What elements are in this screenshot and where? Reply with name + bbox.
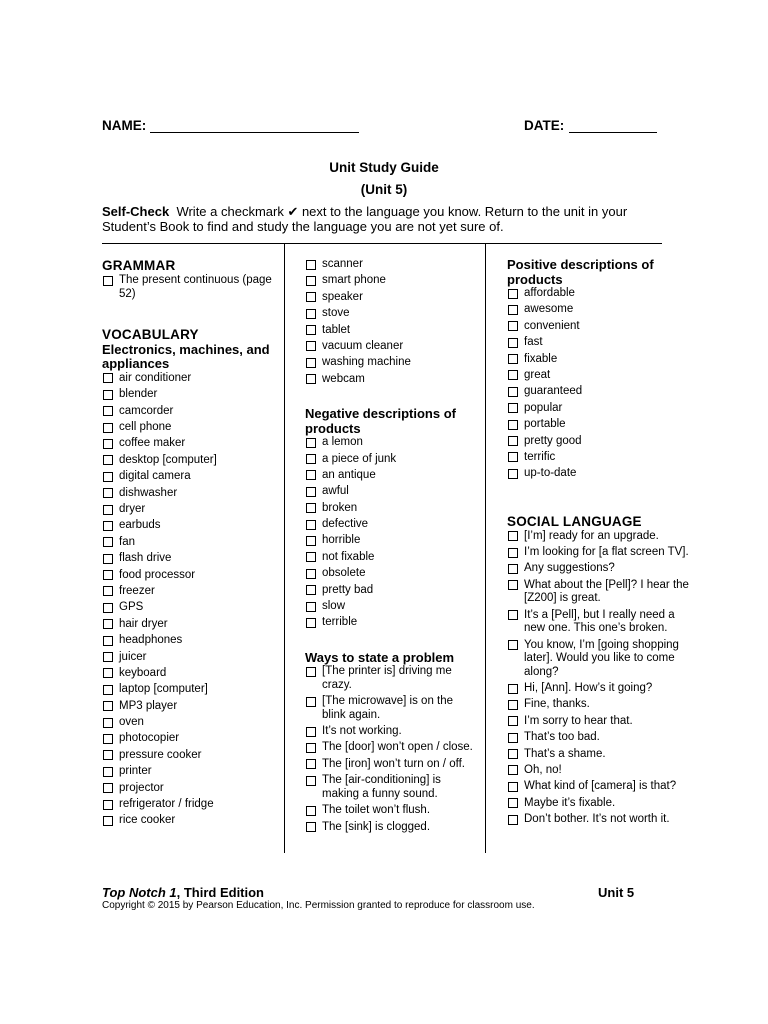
checklist-item: [305, 518, 477, 532]
checklist-item: [507, 682, 689, 696]
checkbox[interactable]: [103, 439, 113, 449]
checklist-item-text: oven: [119, 716, 144, 729]
checklist-item: [507, 748, 689, 762]
checkbox[interactable]: [103, 619, 113, 629]
checkbox[interactable]: [508, 749, 518, 759]
checklist-item-text: juicer: [119, 650, 147, 663]
checkbox[interactable]: [306, 309, 316, 319]
checkbox[interactable]: [103, 750, 113, 760]
checklist-item: [102, 700, 277, 714]
checkbox[interactable]: [508, 798, 518, 808]
checkbox[interactable]: [103, 505, 113, 515]
checklist-item-text: slow: [322, 600, 346, 613]
checkbox[interactable]: [306, 325, 316, 335]
checklist-item-text: MP3 player: [119, 699, 178, 712]
checklist-item-text: That’s too bad.: [524, 731, 600, 744]
column-2: [305, 258, 477, 837]
checklist-item-text: freezer: [119, 584, 155, 597]
footer-book-title: [102, 885, 264, 900]
checkbox[interactable]: [508, 289, 518, 299]
checklist-item-text: Maybe it’s fixable.: [524, 796, 616, 809]
checklist-item-text: I’m looking for [a flat screen TV].: [524, 546, 689, 559]
checkbox[interactable]: [306, 292, 316, 302]
checklist-item-text: desktop [computer]: [119, 453, 217, 466]
checkbox[interactable]: [508, 531, 518, 541]
checklist-item-text: fixable: [524, 352, 558, 365]
checkbox[interactable]: [103, 373, 113, 383]
checkbox[interactable]: [508, 436, 518, 446]
name-label: NAME:: [102, 118, 147, 133]
checkbox[interactable]: [508, 354, 518, 364]
checkbox[interactable]: [306, 536, 316, 546]
checklist-item-text: digital camera: [119, 470, 191, 483]
checkbox[interactable]: [103, 701, 113, 711]
checklist-item: [305, 534, 477, 548]
checkbox[interactable]: [103, 570, 113, 580]
checklist-item: [507, 303, 689, 317]
grammar-heading: GRAMMAR: [102, 258, 176, 273]
checkbox[interactable]: [508, 305, 518, 315]
checkbox[interactable]: [508, 580, 518, 590]
checklist-item: [305, 616, 477, 630]
checklist-item: [102, 519, 277, 533]
checklist-item: [507, 320, 689, 334]
checklist-item-text: [The microwave] is on the blink again.: [322, 695, 454, 721]
vocabulary-list: [102, 372, 277, 828]
checkbox[interactable]: [103, 668, 113, 678]
self-check-label: Self-Check: [102, 204, 170, 219]
checkbox[interactable]: [103, 537, 113, 547]
checklist-item: [102, 454, 277, 468]
checklist-item: [305, 485, 477, 499]
checkbox[interactable]: [508, 387, 518, 397]
checklist-item-text: terrific: [524, 450, 556, 463]
checklist-item: [305, 758, 477, 772]
checklist-item-text: rice cooker: [119, 814, 176, 827]
checklist-item: [507, 451, 689, 465]
checkbox[interactable]: [508, 452, 518, 462]
checklist-item-text: awful: [322, 485, 349, 498]
checklist-item-text: It’s not working.: [322, 725, 402, 738]
checkbox[interactable]: [508, 469, 518, 479]
checklist-item-text: I’m sorry to hear that.: [524, 714, 633, 727]
checklist-item: [305, 469, 477, 483]
checklist-item-text: [The printer is] driving me crazy.: [322, 665, 452, 691]
checklist-item-text: The [sink] is clogged.: [322, 820, 431, 833]
checkbox[interactable]: [306, 374, 316, 384]
checklist-item: [507, 715, 689, 729]
checkbox[interactable]: [508, 716, 518, 726]
checklist-item: [102, 618, 277, 632]
checkbox[interactable]: [306, 697, 316, 707]
checklist-item-text: What kind of [camera] is that?: [524, 780, 677, 793]
checkbox[interactable]: [306, 520, 316, 530]
social-language-heading: SOCIAL LANGUAGE: [507, 513, 642, 529]
checkbox[interactable]: [306, 727, 316, 737]
checklist-item-text: a piece of junk: [322, 452, 397, 465]
checklist-item: [102, 405, 277, 419]
checklist-item: [507, 764, 689, 778]
checklist-item-text: convenient: [524, 319, 580, 332]
checkbox[interactable]: [103, 521, 113, 531]
checklist-item: [305, 774, 477, 801]
checklist-item: [305, 291, 477, 305]
checkbox[interactable]: [306, 454, 316, 464]
checklist-item: [305, 373, 477, 387]
checklist-item-text: laptop [computer]: [119, 683, 208, 696]
checklist-item-text: The toilet won’t flush.: [322, 804, 431, 817]
checkbox[interactable]: [306, 618, 316, 628]
checklist-item: [305, 665, 477, 692]
checklist-item-text: photocopier: [119, 732, 180, 745]
checklist-item-text: obsolete: [322, 567, 366, 580]
checklist-item: [305, 356, 477, 370]
checklist-item-text: not fixable: [322, 550, 375, 563]
checklist-item: [102, 388, 277, 402]
checklist-item: [507, 287, 689, 301]
checklist-item-text: headphones: [119, 634, 183, 647]
checklist-item-text: fan: [119, 535, 135, 548]
checklist-item-text: food processor: [119, 568, 196, 581]
checklist-item: [102, 601, 277, 615]
checkbox[interactable]: [103, 718, 113, 728]
checkbox[interactable]: [508, 684, 518, 694]
checklist-item: [102, 552, 277, 566]
checkbox[interactable]: [508, 610, 518, 620]
checklist-item-text: air conditioner: [119, 371, 192, 384]
checkbox[interactable]: [306, 759, 316, 769]
checklist-item-text: smart phone: [322, 274, 386, 287]
checklist-item-text: That’s a shame.: [524, 747, 606, 760]
checklist-item: [102, 814, 277, 828]
state-problem-list: [305, 665, 477, 834]
checklist-item: [305, 258, 477, 272]
checkbox[interactable]: [306, 341, 316, 351]
grammar-list: [102, 274, 277, 301]
checklist-item: [305, 821, 477, 835]
checkbox[interactable]: [103, 603, 113, 613]
checkbox[interactable]: [306, 358, 316, 368]
checklist-item: [102, 585, 277, 599]
checkbox[interactable]: [306, 743, 316, 753]
checklist-item-text: fast: [524, 336, 543, 349]
checklist-item-text: refrigerator / fridge: [119, 798, 214, 811]
checklist-item: [102, 634, 277, 648]
checkbox[interactable]: [306, 552, 316, 562]
checkbox[interactable]: [306, 822, 316, 832]
checklist-item-text: coffee maker: [119, 437, 186, 450]
checklist-item-text: pretty good: [524, 434, 582, 447]
checkbox[interactable]: [103, 455, 113, 465]
checklist-item-text: popular: [524, 401, 563, 414]
checkbox[interactable]: [508, 564, 518, 574]
checkbox[interactable]: [508, 815, 518, 825]
checkbox[interactable]: [103, 636, 113, 646]
checklist-item: [507, 579, 689, 606]
checklist-item: [305, 274, 477, 288]
checklist-item: [305, 436, 477, 450]
checklist-item: [305, 804, 477, 818]
checklist-item: [507, 385, 689, 399]
checklist-item-text: tablet: [322, 323, 351, 336]
checklist-item: [305, 741, 477, 755]
positive-descriptions-heading: Positive descriptions of products: [507, 257, 654, 287]
checklist-item-text: guaranteed: [524, 385, 583, 398]
checklist-item: [102, 683, 277, 697]
checkbox[interactable]: [103, 488, 113, 498]
checklist-item: [507, 609, 689, 636]
checklist-item-text: camcorder: [119, 404, 174, 417]
checklist-item: [102, 732, 277, 746]
positive-descriptions-list: [507, 287, 689, 481]
checkbox[interactable]: [103, 554, 113, 564]
checklist-item: [102, 421, 277, 435]
checklist-item: [305, 551, 477, 565]
checklist-item-text: The [air-conditioning] is making a funny sound.: [322, 774, 441, 800]
checkbox[interactable]: [508, 640, 518, 650]
checklist-item-text: hair dryer: [119, 617, 168, 630]
checkbox[interactable]: [103, 816, 113, 826]
checkbox[interactable]: [103, 783, 113, 793]
checklist-item-text: The present continuous (page 52): [119, 274, 272, 300]
checklist-item-text: affordable: [524, 287, 575, 299]
negative-descriptions-list: [305, 436, 477, 630]
checkbox[interactable]: [306, 602, 316, 612]
checklist-item-text: Any suggestions?: [524, 562, 615, 575]
checklist-item-text: portable: [524, 418, 566, 431]
checklist-item: [102, 372, 277, 386]
checklist-item: [102, 569, 277, 583]
column-3: [507, 258, 689, 830]
checklist-item: [102, 765, 277, 779]
checkbox[interactable]: [508, 700, 518, 710]
checklist-item-text: stove: [322, 307, 350, 320]
checkbox[interactable]: [103, 734, 113, 744]
checklist-item: [102, 749, 277, 763]
checklist-item: [102, 798, 277, 812]
checkbox[interactable]: [103, 652, 113, 662]
checkbox[interactable]: [306, 806, 316, 816]
checklist-item: [507, 467, 689, 481]
checkbox[interactable]: [306, 487, 316, 497]
checklist-item: [305, 307, 477, 321]
checklist-item-text: speaker: [322, 290, 363, 303]
checkbox[interactable]: [508, 338, 518, 348]
date-field[interactable]: [569, 132, 657, 133]
checklist-item: [507, 780, 689, 794]
checklist-item: [102, 536, 277, 550]
checklist-item-text: great: [524, 368, 551, 381]
checklist-item: [305, 695, 477, 722]
date-label: DATE:: [524, 118, 565, 133]
checklist-item-text: dishwasher: [119, 486, 178, 499]
checklist-item-text: The [iron] won’t turn on / off.: [322, 757, 465, 770]
book-title: Top Notch 1: [102, 885, 177, 900]
checklist-item: [305, 502, 477, 516]
checkbox[interactable]: [508, 370, 518, 380]
self-check-text: Write a checkmark ✔ next to the language you know. Return to the unit in your Student’s Book to find and study the language you are not yet sure of.: [102, 204, 628, 234]
checklist-item-text: an antique: [322, 468, 376, 481]
checklist-item-text: keyboard: [119, 666, 167, 679]
checklist-item: [507, 698, 689, 712]
checklist-item: [507, 813, 689, 827]
checkbox[interactable]: [306, 503, 316, 513]
checkbox[interactable]: [508, 420, 518, 430]
checklist-item: [305, 453, 477, 467]
checkbox[interactable]: [103, 685, 113, 695]
checklist-item: [305, 584, 477, 598]
checkbox[interactable]: [103, 472, 113, 482]
checklist-item: [305, 567, 477, 581]
checkbox[interactable]: [508, 765, 518, 775]
checklist-item: [507, 530, 689, 544]
page-title: Unit Study Guide: [329, 160, 439, 175]
checklist-item: [102, 716, 277, 730]
checklist-item-text: dryer: [119, 503, 146, 516]
page-subtitle: (Unit 5): [360, 182, 408, 197]
checklist-item: [102, 274, 277, 301]
checklist-item-text: terrible: [322, 616, 358, 629]
checklist-item: [305, 725, 477, 739]
checklist-item-text: vacuum cleaner: [322, 339, 404, 352]
social-language-list: [507, 530, 689, 827]
checklist-item-text: [I’m] ready for an upgrade.: [524, 529, 659, 542]
checklist-item-text: horrible: [322, 534, 361, 547]
checklist-item: [507, 797, 689, 811]
checklist-item-text: broken: [322, 501, 358, 514]
checklist-item-text: Oh, no!: [524, 763, 562, 776]
checkbox[interactable]: [103, 390, 113, 400]
checklist-item-text: printer: [119, 765, 152, 778]
checklist-item-text: webcam: [322, 372, 365, 385]
checklist-item-text: projector: [119, 781, 164, 794]
checkbox[interactable]: [508, 548, 518, 558]
checklist-item-text: Don’t bother. It’s not worth it.: [524, 813, 670, 826]
checklist-item-text: scanner: [322, 258, 363, 270]
vocabulary-subheading: Electronics, machines, and appliances: [102, 341, 270, 372]
checklist-item-text: It’s a [Pell], but I really need a new one. This one’s broken.: [524, 608, 675, 635]
checkbox[interactable]: [306, 667, 316, 677]
footer-unit: Unit 5: [598, 885, 635, 900]
checklist-item: [305, 324, 477, 338]
copyright-notice: Copyright © 2015 by Pearson Education, Inc. Permission granted to reproduce for classroom use.: [102, 900, 535, 911]
checkbox[interactable]: [306, 438, 316, 448]
checkbox[interactable]: [306, 585, 316, 595]
checklist-item: [507, 402, 689, 416]
column-divider-2: [485, 243, 486, 853]
checkbox[interactable]: [103, 586, 113, 596]
checklist-item-text: Hi, [Ann]. How’s it going?: [524, 682, 653, 695]
checklist-item-text: You know, I’m [going shopping later]. Would you like to come along?: [524, 638, 679, 678]
checklist-item: [507, 418, 689, 432]
checklist-item-text: blender: [119, 388, 158, 401]
checklist-item: [507, 353, 689, 367]
checklist-item: [102, 503, 277, 517]
checkbox[interactable]: [103, 423, 113, 433]
column-1: [102, 258, 277, 831]
checkbox[interactable]: [508, 321, 518, 331]
header-divider: [102, 243, 662, 244]
checklist-item: [507, 336, 689, 350]
checklist-item: [102, 470, 277, 484]
checklist-item-text: a lemon: [322, 436, 363, 449]
checkbox[interactable]: [103, 767, 113, 777]
checklist-item: [102, 782, 277, 796]
negative-descriptions-heading: Negative descriptions of products: [305, 406, 456, 436]
checklist-item-text: cell phone: [119, 421, 172, 434]
checkbox[interactable]: [306, 776, 316, 786]
checklist-item: [305, 340, 477, 354]
checklist-item: [102, 437, 277, 451]
checklist-item: [507, 731, 689, 745]
checklist-item-text: GPS: [119, 601, 144, 614]
checkbox[interactable]: [508, 782, 518, 792]
checklist-item-text: defective: [322, 518, 369, 531]
checklist-item: [507, 639, 689, 680]
checklist-item-text: earbuds: [119, 519, 161, 532]
checklist-item-text: flash drive: [119, 552, 172, 565]
checklist-item-text: pretty bad: [322, 583, 374, 596]
checkbox[interactable]: [306, 276, 316, 286]
checklist-item: [507, 546, 689, 560]
checklist-item-text: The [door] won’t open / close.: [322, 741, 473, 754]
vocabulary-list-continued: [305, 258, 477, 386]
checklist-item: [507, 562, 689, 576]
checkbox[interactable]: [508, 403, 518, 413]
checklist-item: [305, 600, 477, 614]
checklist-item-text: Fine, thanks.: [524, 698, 590, 711]
checklist-item-text: pressure cooker: [119, 748, 202, 761]
checklist-item-text: What about the [Pell]? I hear the [Z200] is great.: [524, 578, 689, 605]
state-problem-heading: Ways to state a problem: [305, 649, 455, 665]
checklist-item: [102, 651, 277, 665]
checkbox[interactable]: [103, 406, 113, 416]
self-check-instructions: [102, 204, 662, 234]
checklist-item-text: up-to-date: [524, 467, 577, 480]
checkbox[interactable]: [306, 569, 316, 579]
checklist-item: [102, 487, 277, 501]
checklist-item: [507, 435, 689, 449]
checkbox[interactable]: [306, 470, 316, 480]
checklist-item: [507, 369, 689, 383]
checkbox[interactable]: [508, 733, 518, 743]
edition: , Third Edition: [176, 885, 265, 900]
name-field[interactable]: [150, 132, 359, 133]
checklist-item: [102, 667, 277, 681]
checkbox[interactable]: [306, 260, 316, 270]
checkbox[interactable]: [103, 276, 113, 286]
checklist-item-text: washing machine: [322, 356, 411, 369]
checkbox[interactable]: [103, 800, 113, 810]
column-divider-1: [284, 243, 285, 853]
checklist-item-text: awesome: [524, 303, 574, 316]
vocabulary-heading: VOCABULARY: [102, 326, 199, 342]
